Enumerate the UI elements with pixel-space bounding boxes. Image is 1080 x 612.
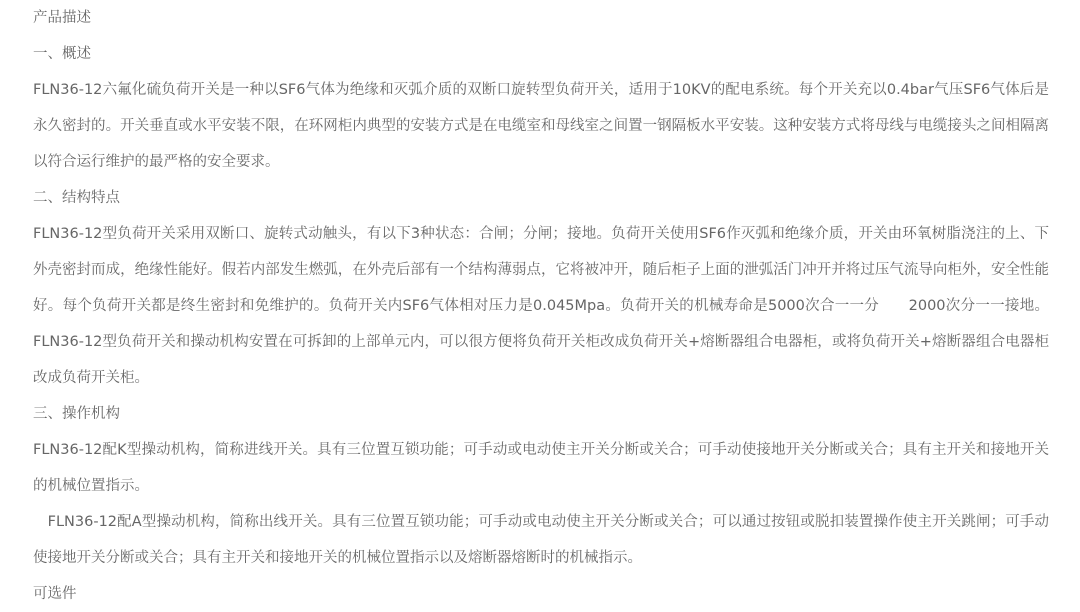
a-type-mechanism-paragraph: FLN36-12配A型操动机构，简称出线开关。具有三位置互锁功能；可手动或电动使主开关分断或关合；可以通过按钮或脱扣装置操作使主开关跳闸；可手动使接地开关分断或关合；具有主开关和接地开关的机械位置指示以及熔断器熔断时的机械指示。 [33, 514, 1049, 566]
section-heading-overview: 一、概述 [33, 46, 91, 62]
section-heading-operating-mechanism: 三、操作机构 [33, 406, 120, 422]
k-type-mechanism-paragraph: FLN36-12配K型操动机构，简称进线开关。具有三位置互锁功能；可手动或电动使主开关分断或关合；可手动使接地开关分断或关合；具有主开关和接地开关的机械位置指示。 [33, 442, 1049, 494]
page-title: 产品描述 [33, 10, 91, 26]
optional-parts-label: 可选件 [33, 586, 77, 602]
overview-paragraph: FLN36-12六氟化硫负荷开关是一种以SF6气体为绝缘和灭弧介质的双断口旋转型负荷开关，适用于10KV的配电系统。每个开关充以0.4bar气压SF6气体后是永久密封的。开关垂直或水平安装不限，在环网柜内典型的安装方式是在电缆室和母线室之间置一钢隔板水平安装。这种安装方式将母线与电缆接头之间相隔离以符合运行维护的最严格的安全要求。 [33, 82, 1049, 170]
structure-features-paragraph: FLN36-12型负荷开关采用双断口、旋转式动触头，有以下3种状态：合闸；分闸；接地。负荷开关使用SF6作灭弧和绝缘介质，开关由环氧树脂浇注的上、下外壳密封而成，绝缘性能好。假若内部发生燃弧，在外壳后部有一个结构薄弱点，它将被冲开，随后柜子上面的泄弧活门冲开并将过压气流导向柜外，安全性能好。每个负荷开关都是终生密封和免维护的。负荷开关内SF6气体相对压力是0.045Mpa。负荷开关的机械寿命是5000次合一一分 2000次分一一接地。FLN36-12型负荷开关和操动机构安置在可拆卸的上部单元内，可以很方便将负荷开关柜改成负荷开关+熔断器组合电器柜，或将负荷开关+熔断器组合电器柜改成负荷开关柜。 [33, 226, 1049, 386]
section-heading-structure-features: 二、结构特点 [33, 190, 120, 206]
